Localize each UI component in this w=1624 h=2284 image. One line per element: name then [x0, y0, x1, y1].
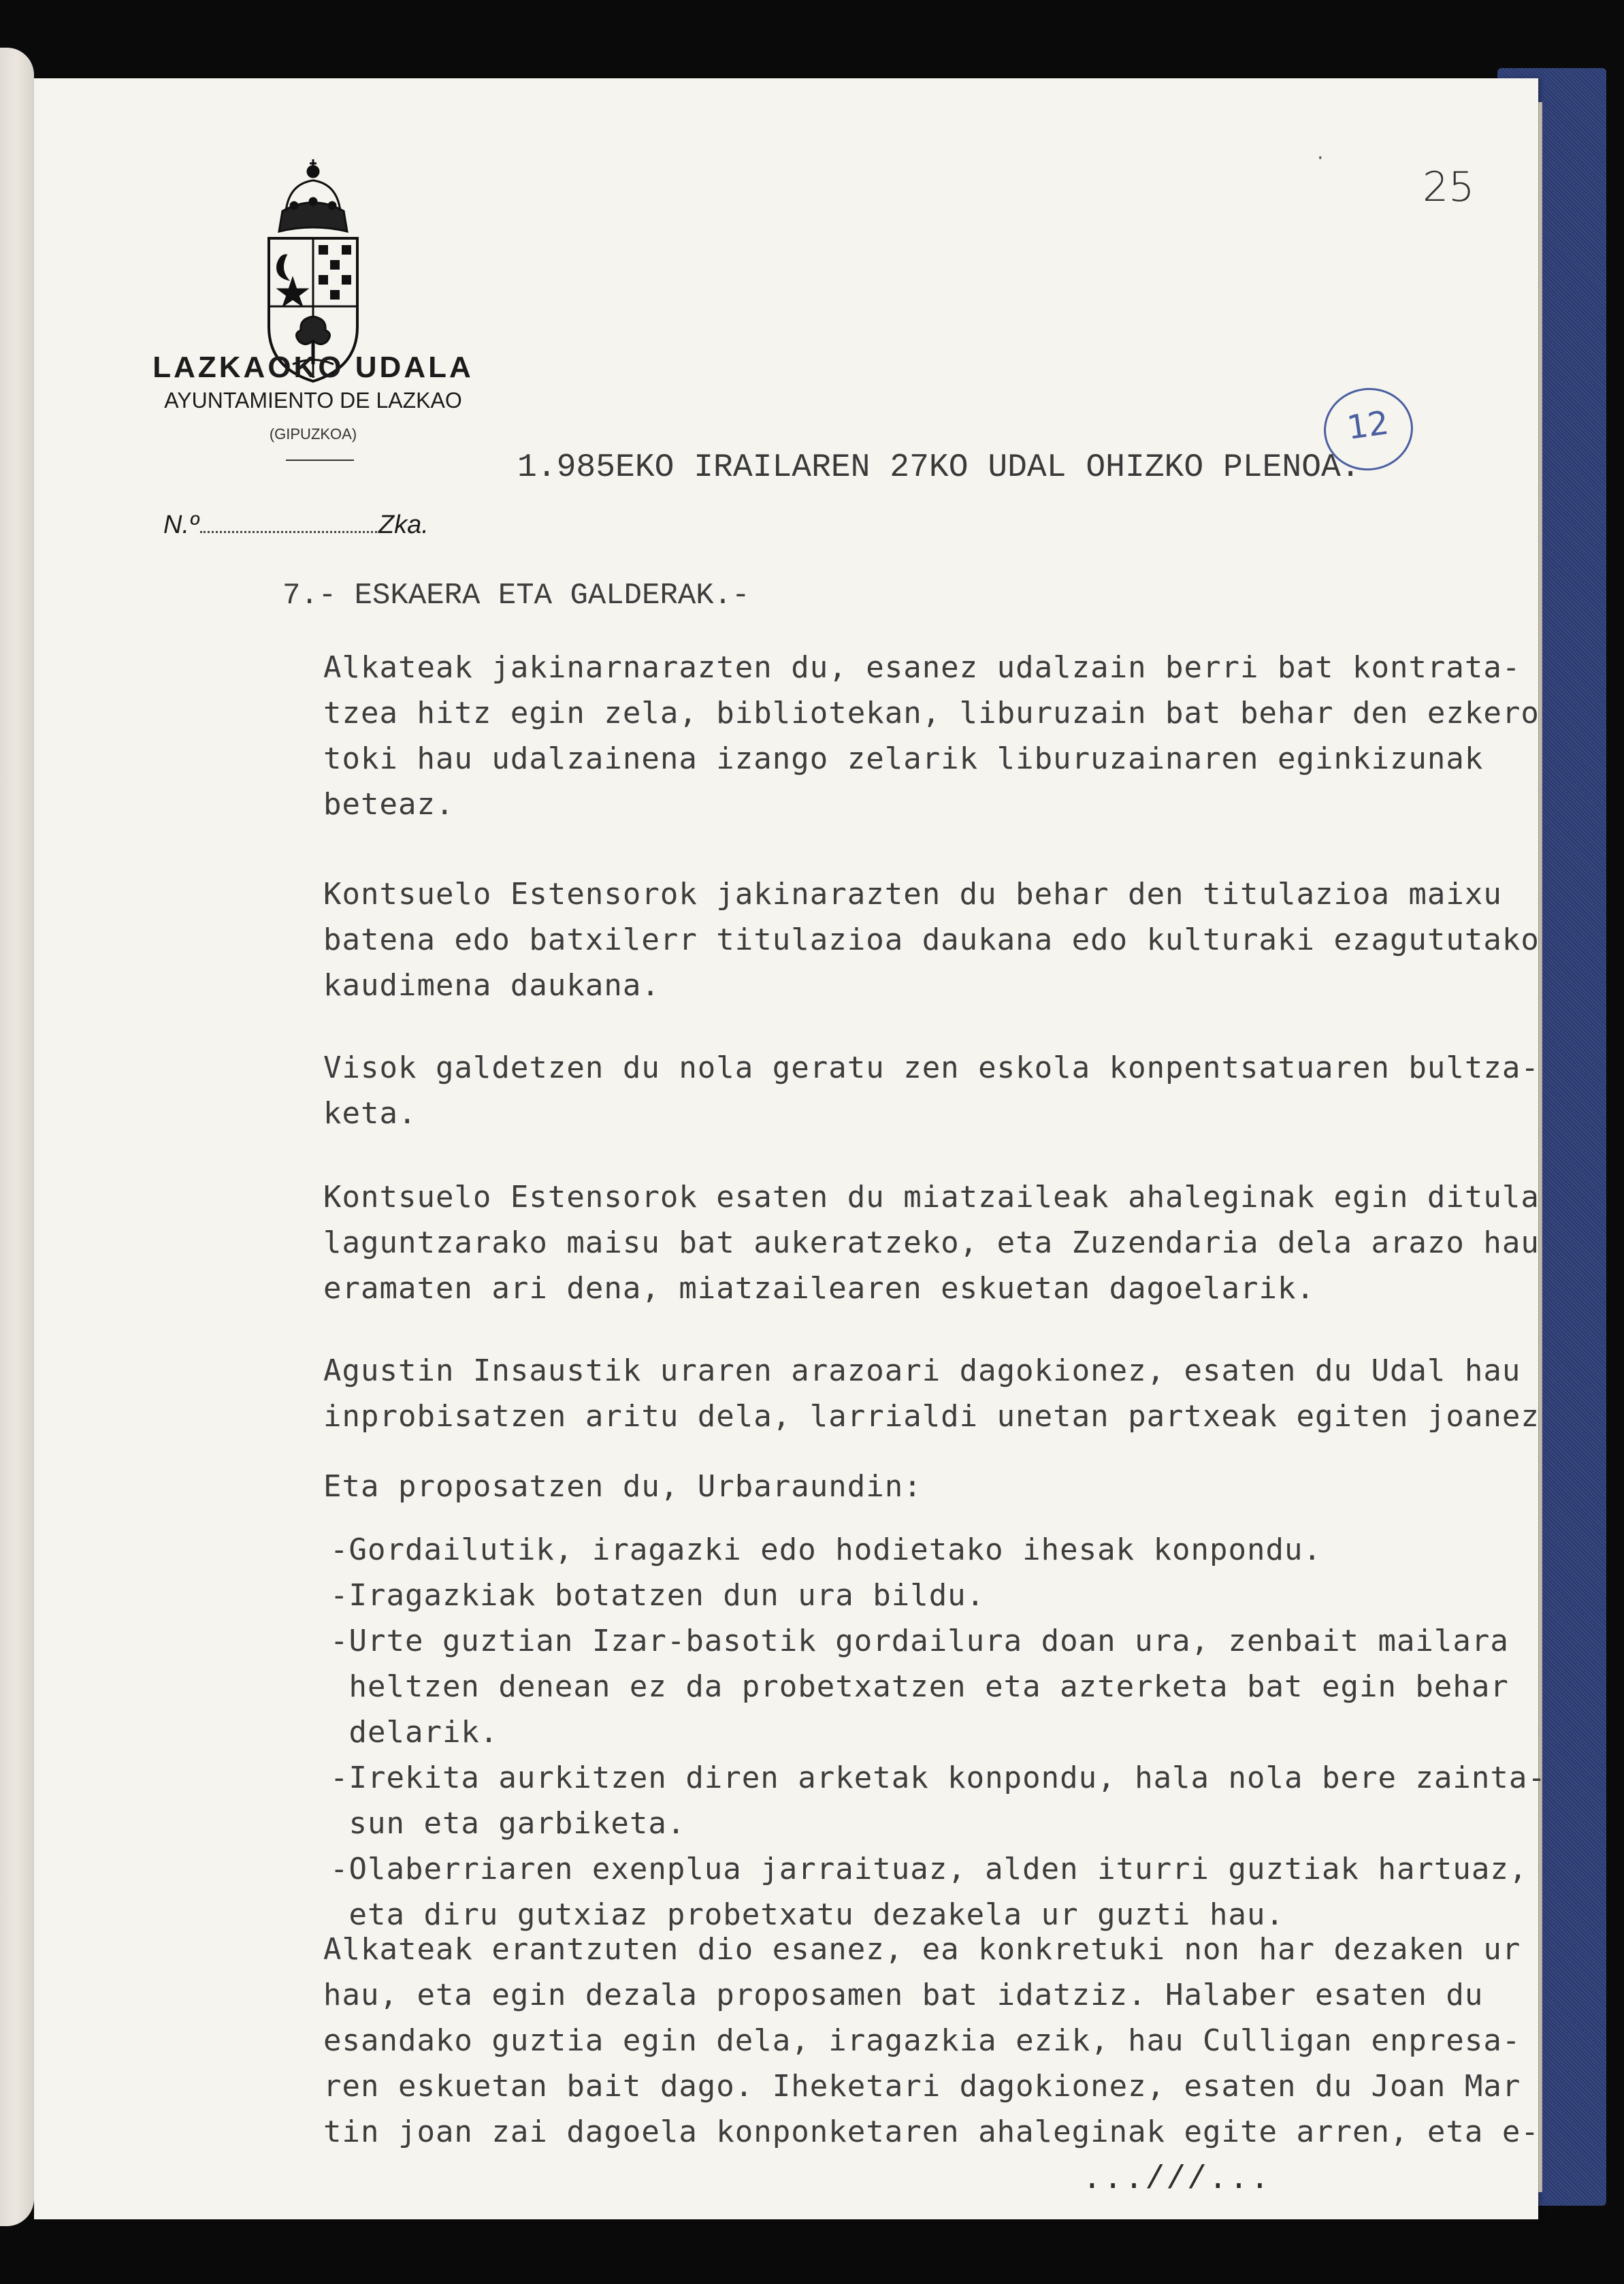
paragraph [323, 1348, 1540, 1439]
text-line: Agustin Insaustik uraren arazoari dagokionez, esaten du Udal hau [323, 1353, 1521, 1388]
text-line: laguntzarako maisu bat aukeratzeko, eta Zuzendaria dela arazo hau [323, 1225, 1540, 1260]
stray-mark: · [1317, 146, 1324, 170]
text-line: Alkateak erantzuten dio esanez, ea konkretuki non har dezaken ur [323, 1932, 1521, 1967]
section-heading: 7.- ESKAERA ETA GALDERAK.- [282, 579, 750, 613]
text-line: Alkateak jakinarnarazten du, esanez udalzain berri bat kontrata- [323, 650, 1521, 685]
text-line: eramaten ari dena, miatzailearen eskuetan dagoelarik. [323, 1271, 1315, 1306]
list-item: sun eta garbiketa. [330, 1806, 686, 1841]
paragraph [323, 1927, 1540, 2155]
list-item: -Gordailutik, iragazki edo hodietako ihesak konpondu. [330, 1532, 1322, 1567]
text-line: ren eskuetan bait dago. Iheketari dagokionez, esaten du Joan Mar [323, 2069, 1521, 2104]
text-line: esandako guztia egin dela, iragazkia ezik, hau Culligan enpresa- [323, 2023, 1521, 2058]
paragraph [323, 1464, 1528, 1509]
text-line: toki hau udalzainena izango zelarik liburuzainaren eginkizunak [323, 741, 1484, 776]
adjacent-page-edge [0, 48, 34, 2226]
text-line: tin joan zai dagoela konponketaren ahaleginak egite arren, eta e- [323, 2114, 1540, 2149]
list-item: heltzen denean ez da probetxatzen eta azterketa bat egin behar [330, 1669, 1509, 1704]
text-line: batena edo batxilerr titulazioa daukana edo kulturaki ezagututako [323, 922, 1540, 957]
reference-number-line [163, 511, 429, 540]
reference-prefix: N.º [163, 511, 199, 539]
divider [286, 460, 354, 461]
text-line: inprobisatzen aritu dela, larrialdi unetan partxeak egiten joanez [323, 1399, 1540, 1434]
text-line: kaudimena daukana. [323, 968, 660, 1003]
proposal-list [330, 1527, 1546, 1937]
paragraph [323, 645, 1540, 827]
list-item: -Urte guztian Izar-basotik gordailura doan ura, zenbait mailara [330, 1624, 1509, 1658]
reference-blank [200, 531, 377, 533]
text-line: Kontsuelo Estensorok esaten du miatzaileak ahaleginak egin ditula [323, 1180, 1540, 1215]
text-line: Visok galdetzen du nola geratu zen eskola konpentsatuaren bultza- [323, 1050, 1540, 1085]
paragraph [323, 1045, 1540, 1136]
handwritten-circled-number: 12 [1318, 382, 1418, 476]
text-line: beteaz. [323, 787, 455, 822]
province-label: (GIPUZKOA) [269, 425, 357, 443]
paragraph [323, 871, 1540, 1008]
list-item: -Olaberriaren exenplua jarraituaz, alden iturri guztiak hartuaz, [330, 1852, 1528, 1886]
document-title: 1.985EKO IRAILAREN 27KO UDAL OHIZKO PLENOA. [517, 449, 1361, 486]
list-item: -Iragazkiak botatzen dun ura bildu. [330, 1578, 986, 1613]
text-line: hau, eta egin dezala proposamen bat idatziz. Halaber esaten du [323, 1978, 1484, 2012]
list-item: eta diru gutxiaz probetxatu dezakela ur guzti hau. [330, 1897, 1285, 1932]
page-number: 25 [1423, 163, 1475, 211]
text-line: keta. [323, 1096, 417, 1131]
continuation-mark: ...///... [1082, 2161, 1271, 2198]
text-line: Eta proposatzen du, Urbaraundin: [323, 1469, 922, 1504]
list-item: -Irekita aurkitzen diren arketak konpondu, hala nola bere zainta- [330, 1760, 1546, 1795]
reference-suffix: Zka. [378, 511, 429, 539]
text-line: Kontsuelo Estensorok jakinarazten du behar den titulazioa maixu [323, 877, 1502, 912]
paragraph [323, 1174, 1540, 1311]
text-line: tzea hitz egin zela, bibliotekan, liburuzain bat behar den ezkero [323, 696, 1540, 730]
municipality-name: LAZKAOKO UDALA [152, 351, 474, 384]
municipality-name-spanish: AYUNTAMIENTO DE LAZKAO [164, 388, 462, 413]
list-item: delarik. [330, 1715, 499, 1750]
document-page [34, 78, 1546, 2219]
